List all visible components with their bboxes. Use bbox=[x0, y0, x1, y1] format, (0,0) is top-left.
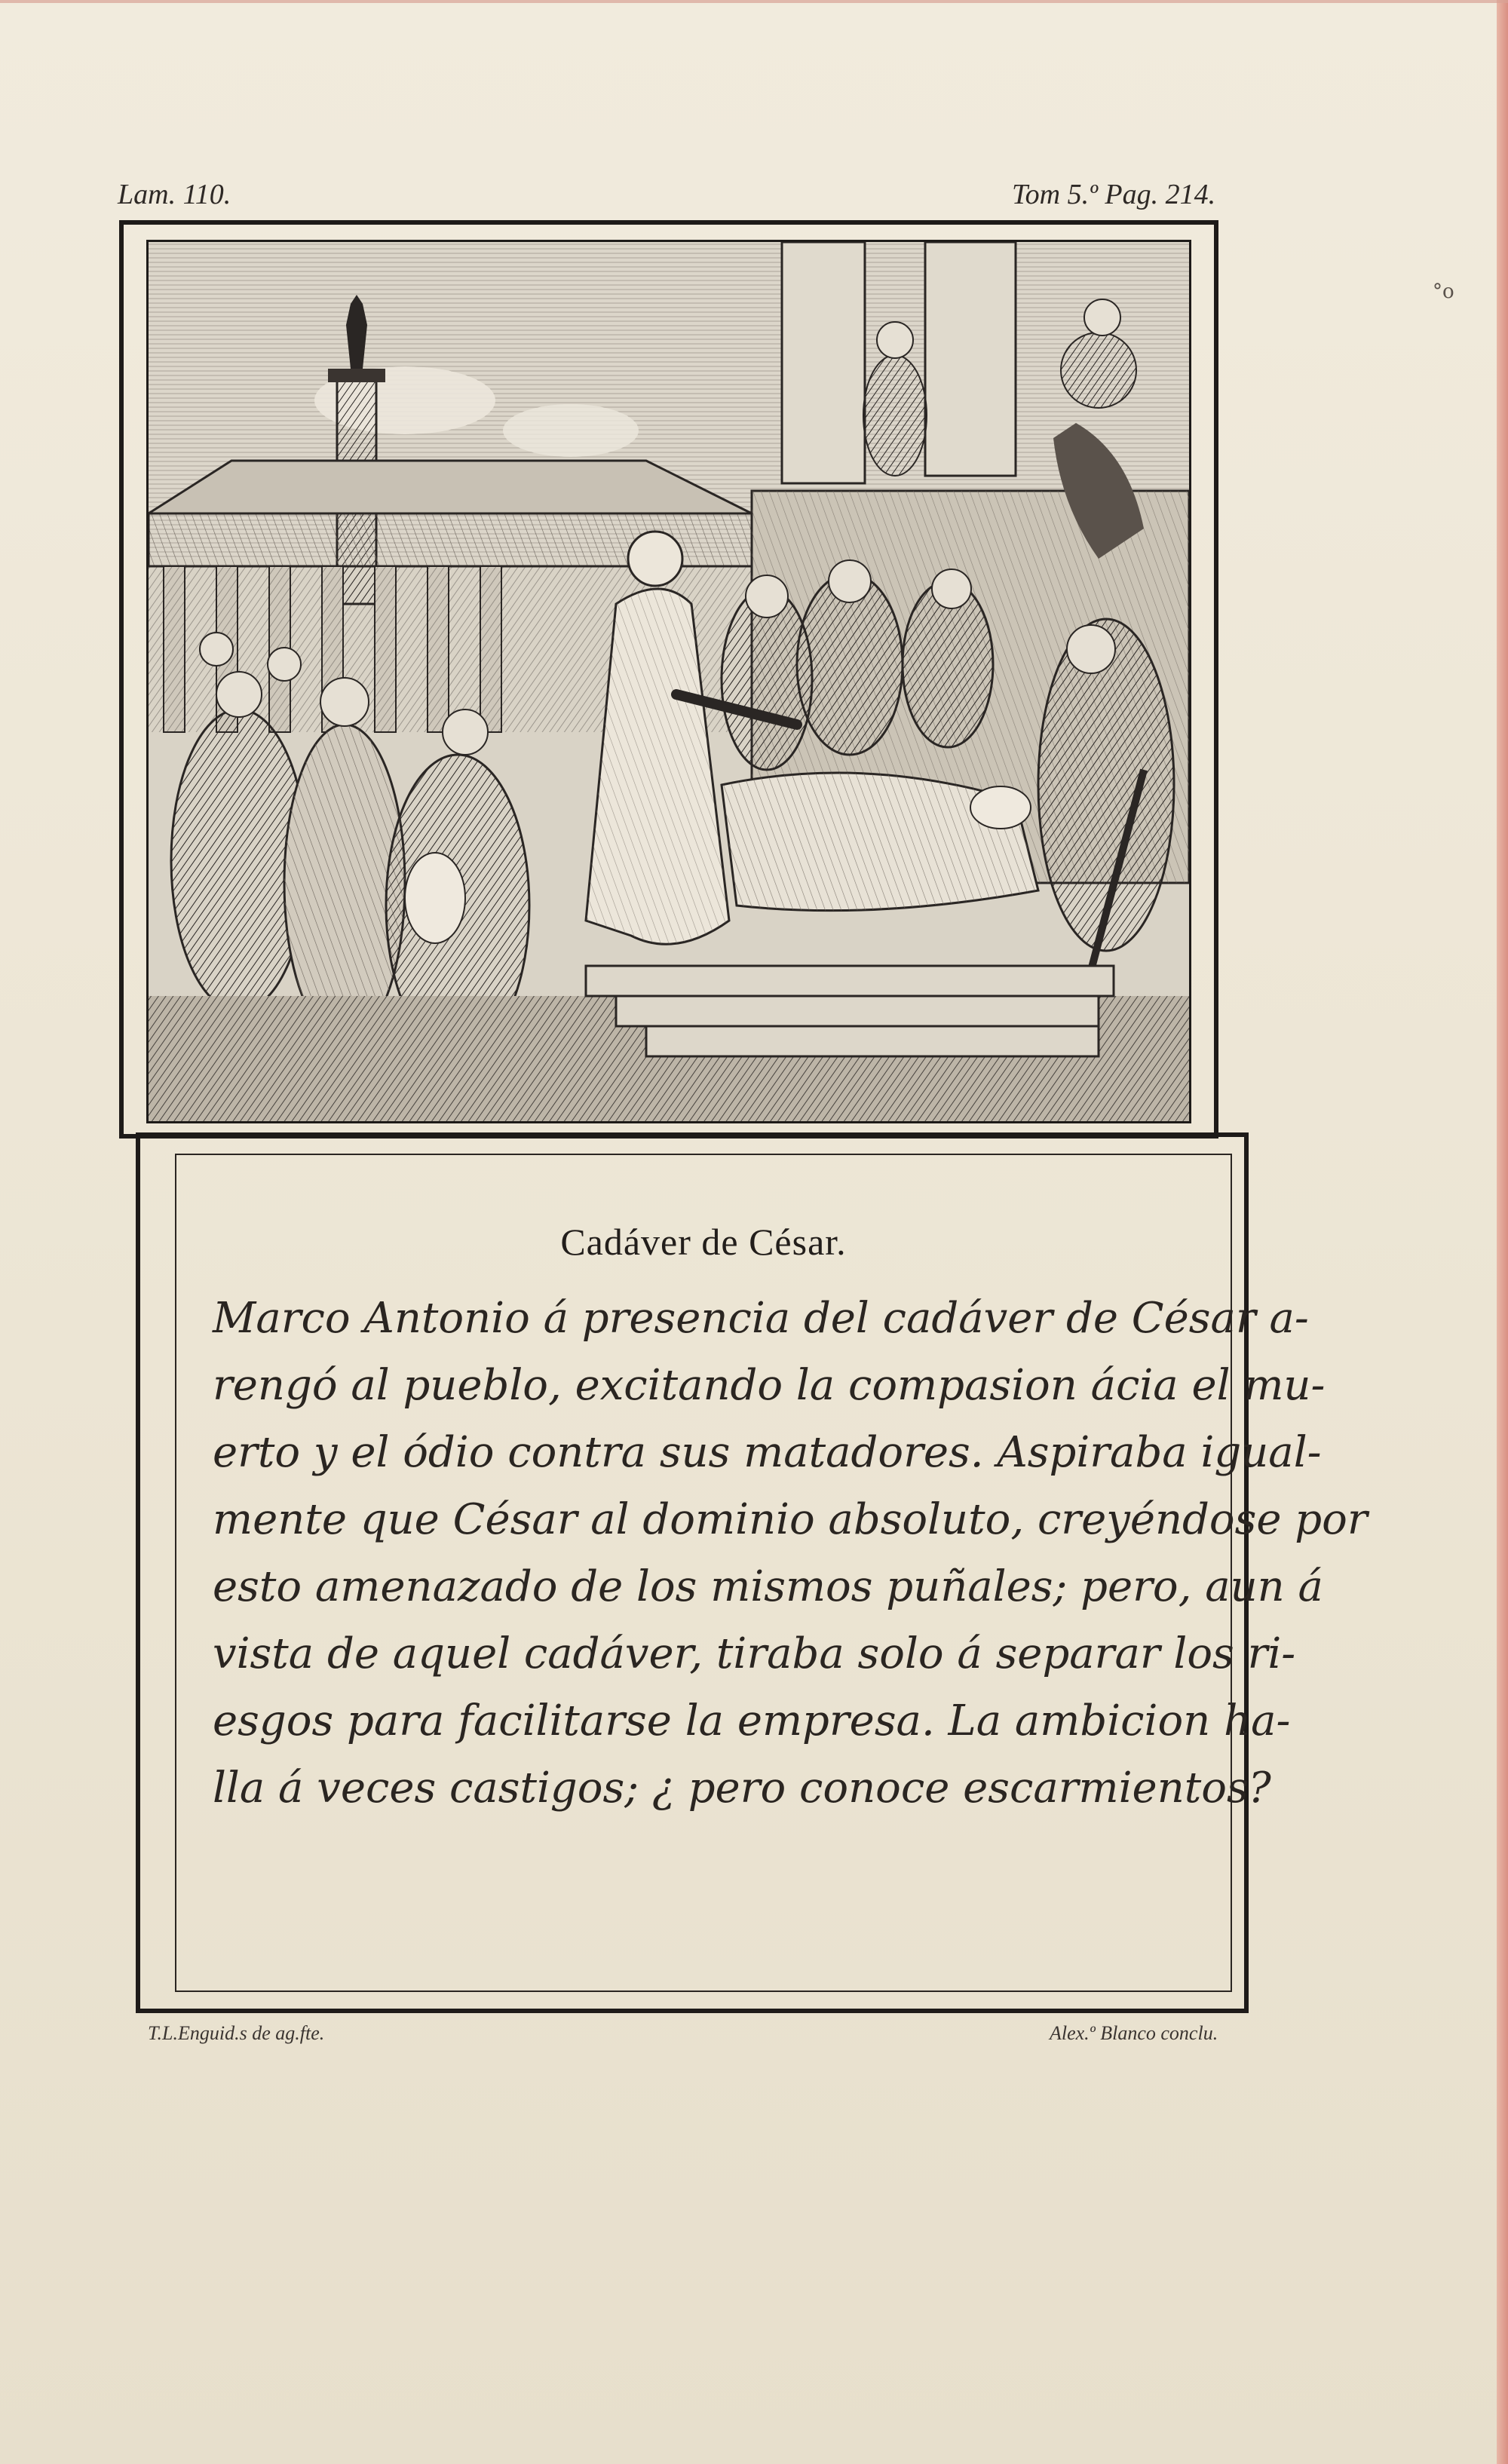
caption-line: mente que César al dominio absoluto, creyéndose por bbox=[213, 1495, 1368, 1544]
caption-inner-border bbox=[175, 1154, 1368, 1992]
caption-title: Cadáver de César. bbox=[560, 1221, 847, 1263]
cloud bbox=[503, 404, 639, 457]
caesar-body bbox=[722, 773, 1038, 911]
plate-number: Lam. 110. bbox=[118, 179, 231, 210]
engraver-credit: T.L.Enguid.s de ag.fte. bbox=[148, 2022, 325, 2044]
caption-line: lla á veces castigos; ¿ pero conoce escarmientos? bbox=[213, 1764, 1271, 1813]
temple-roof bbox=[149, 461, 752, 513]
volume-reference: Tom 5.º Pag. 214. bbox=[1012, 179, 1216, 210]
caption-line: esto amenazado de los mismos puñales; pero, aun á bbox=[213, 1562, 1323, 1611]
caption-line: vista de aquel cadáver, tiraba solo á separar los ri- bbox=[213, 1629, 1296, 1678]
engraving-frame bbox=[119, 220, 1218, 1139]
finisher-credit: Alex.º Blanco conclu. bbox=[1050, 2022, 1218, 2044]
rostra-column bbox=[782, 242, 865, 483]
caption-frame bbox=[136, 1132, 1368, 2013]
seated-spectator bbox=[863, 355, 927, 476]
engraving-illustration bbox=[149, 242, 1189, 1121]
paper-edge bbox=[1497, 0, 1508, 2464]
rostra-column bbox=[925, 242, 1016, 476]
caption-text bbox=[213, 1285, 1368, 1822]
engraving-plate bbox=[146, 240, 1191, 1123]
caption-line: Marco Antonio á presencia del cadáver de César a- bbox=[213, 1294, 1309, 1343]
column-capital bbox=[328, 369, 385, 382]
margin-mark: °o bbox=[1433, 280, 1454, 303]
caption-line: erto y el ódio contra sus matadores. Aspiraba igual- bbox=[213, 1428, 1322, 1477]
paper-top-edge bbox=[0, 0, 1508, 3]
caption-line: rengó al pueblo, excitando la compasion ácia el mu- bbox=[213, 1361, 1326, 1410]
forum-steps bbox=[586, 966, 1114, 1056]
seated-spectator bbox=[1061, 333, 1136, 408]
caption-line: esgos para facilitarse la empresa. La ambicion ha- bbox=[213, 1696, 1291, 1745]
